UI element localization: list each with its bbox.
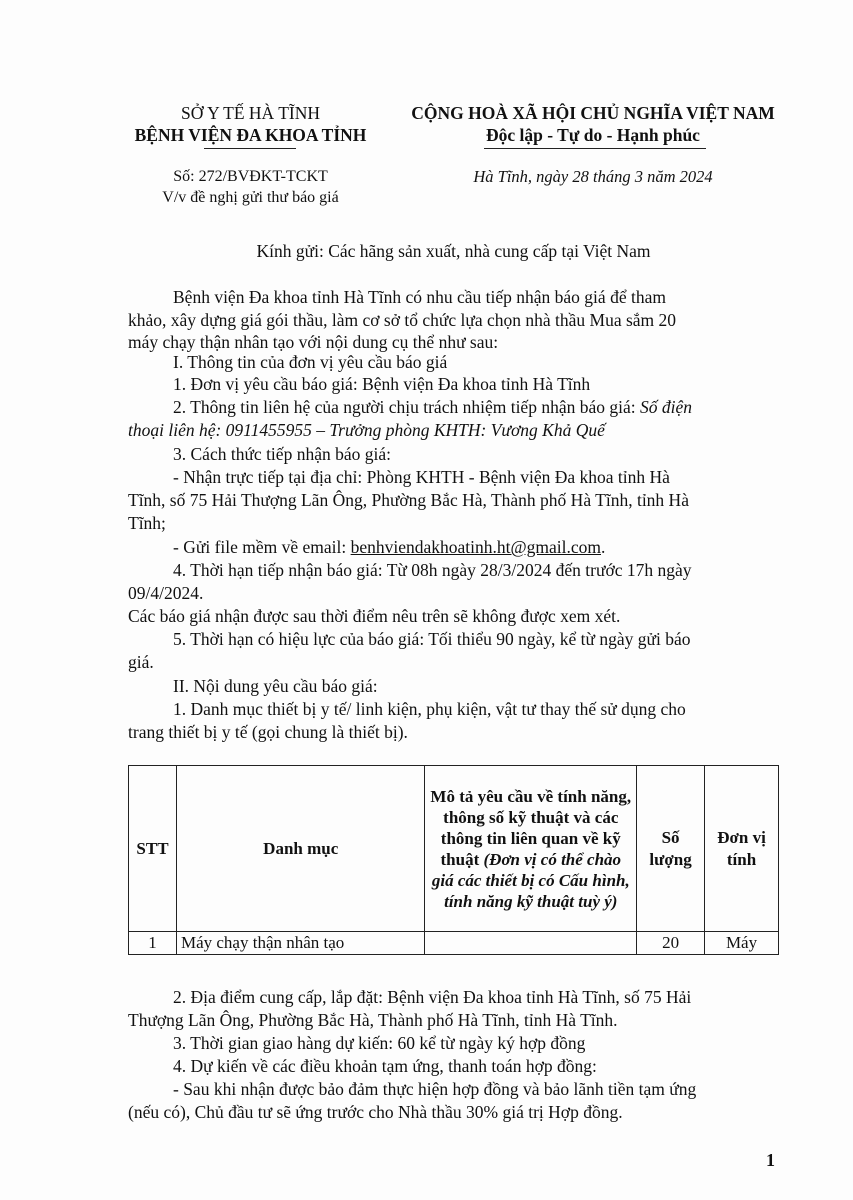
section2-item2-line-2: Thượng Lãn Ông, Phường Bắc Hà, Thành phố Hà Tĩnh, tỉnh Hà Tĩnh. (128, 1010, 618, 1030)
header-stt: STT (129, 766, 177, 932)
contact-details: thoại liên hệ: 0911455955 – Trưởng phòng KHTH: Vương Khả Quế (128, 420, 605, 440)
advance-payment-line-1: - Sau khi nhận được bảo đảm thực hiện hợp đồng và bảo lãnh tiền tạm ứng (173, 1079, 697, 1099)
section1-item5-line-2: giá. (128, 652, 154, 672)
header-right-underline (484, 148, 706, 149)
receive-direct-line-1: - Nhận trực tiếp tại địa chỉ: Phòng KHTH - Bệnh viện Đa khoa tỉnh Hà (173, 467, 670, 487)
row-quantity: 20 (637, 932, 705, 955)
nation-title: CỘNG HOÀ XÃ HỘI CHỦ NGHĨA VIỆT NAM (411, 103, 775, 123)
doc-reference (128, 166, 373, 208)
advance-payment-line-2: (nếu có), Chủ đầu tư sẽ ứng trước cho Nhà thầu 30% giá trị Hợp đồng. (128, 1102, 623, 1122)
hospital-name: BỆNH VIỆN ĐA KHOA TỈNH (134, 125, 367, 145)
row-description (425, 932, 637, 955)
header-right (393, 102, 793, 146)
header-unit: Đơn vị tính (705, 766, 779, 932)
national-motto: Độc lập - Tự do - Hạnh phúc (486, 125, 700, 145)
equipment-table (128, 765, 779, 955)
email-label: - Gửi file mềm về email: (173, 537, 351, 557)
section1-item4-line-1: 4. Thời hạn tiếp nhận báo giá: Từ 08h ngày 28/3/2024 đến trước 17h ngày (173, 560, 692, 580)
row-item: Máy chạy thận nhân tạo (176, 932, 425, 955)
header-quantity: Số lượng (637, 766, 705, 932)
section1-item4-line-2: 09/4/2024. (128, 583, 204, 603)
section1-item5-line-1: 5. Thời hạn có hiệu lực của báo giá: Tối thiểu 90 ngày, kể từ ngày gửi báo (173, 629, 691, 649)
section1-title: I. Thông tin của đơn vị yêu cầu báo giá (173, 352, 448, 372)
intro-line-2: khảo, xây dựng giá gói thầu, làm cơ sở tổ chức lựa chọn nhà thầu Mua sắm 20 (128, 310, 677, 330)
intro-line-1: Bệnh viện Đa khoa tỉnh Hà Tĩnh có nhu cầu tiếp nhận báo giá để tham (173, 287, 666, 307)
section2-item1-line-1: 1. Danh mục thiết bị y tế/ linh kiện, phụ kiện, vật tư thay thế sử dụng cho (173, 699, 686, 719)
header-description-bold: Mô tả yêu cầu về tính năng, thông số kỹ thuật và các thông tin liên quan về kỹ thuật (430, 786, 632, 869)
section1-item2 (173, 396, 692, 418)
document-date: Hà Tĩnh, ngày 28 tháng 3 năm 2024 (473, 167, 713, 186)
receive-direct-line-2: Tĩnh, số 75 Hải Thượng Lãn Ông, Phường Bắc Hà, Thành phố Hà Tĩnh, tỉnh Hà (128, 490, 689, 510)
header-item: Danh mục (176, 766, 425, 932)
email-link[interactable]: benhviendakhoatinh.ht@gmail.com (350, 537, 601, 557)
header-left-underline (204, 148, 296, 149)
table-header-row (129, 766, 779, 932)
section1-item1: 1. Đơn vị yêu cầu báo giá: Bệnh viện Đa khoa tỉnh Hà Tĩnh (173, 374, 591, 394)
header-description (425, 766, 637, 932)
receive-email-line (173, 536, 605, 558)
header-left (128, 102, 373, 146)
section2-item3: 3. Thời gian giao hàng dự kiến: 60 kể từ ngày ký hợp đồng (173, 1033, 586, 1053)
row-stt: 1 (129, 932, 177, 955)
contact-label: 2. Thông tin liên hệ của người chịu trách nhiệm tiếp nhận báo giá: (173, 397, 640, 417)
intro-line-3: máy chạy thận nhân tạo với nội dung cụ thể như sau: (128, 332, 499, 352)
email-suffix: . (601, 537, 606, 557)
salutation: Kính gửi: Các hãng sản xuất, nhà cung cấp tại Việt Nam (256, 241, 651, 261)
agency-name: SỞ Y TẾ HÀ TĨNH (180, 103, 321, 123)
page-number: 1 (766, 1150, 775, 1170)
row-unit: Máy (705, 932, 779, 955)
section2-item1-line-2: trang thiết bị y tế (gọi chung là thiết bị). (128, 722, 408, 742)
section1-item3: 3. Cách thức tiếp nhận báo giá: (173, 444, 391, 464)
table-row (129, 932, 779, 955)
section2-item4: 4. Dự kiến về các điều khoản tạm ứng, thanh toán hợp đồng: (173, 1056, 597, 1076)
section2-title: II. Nội dung yêu cầu báo giá: (173, 676, 378, 696)
header-description-note: (Đơn vị có thể chào giá các thiết bị có Cấu hình, tính năng kỹ thuật tuỳ ý) (431, 849, 630, 911)
receive-direct-line-3: Tĩnh; (128, 513, 166, 533)
doc-subject: V/v đề nghị gửi thư báo giá (162, 189, 339, 206)
contact-phone-label: Số điện (639, 397, 692, 417)
late-quote-note: Các báo giá nhận được sau thời điểm nêu trên sẽ không được xem xét. (128, 606, 621, 626)
doc-number: Số: 272/BVĐKT-TCKT (173, 168, 328, 185)
section2-item2-line-1: 2. Địa điểm cung cấp, lắp đặt: Bệnh viện Đa khoa tỉnh Hà Tĩnh, số 75 Hải (173, 987, 692, 1007)
